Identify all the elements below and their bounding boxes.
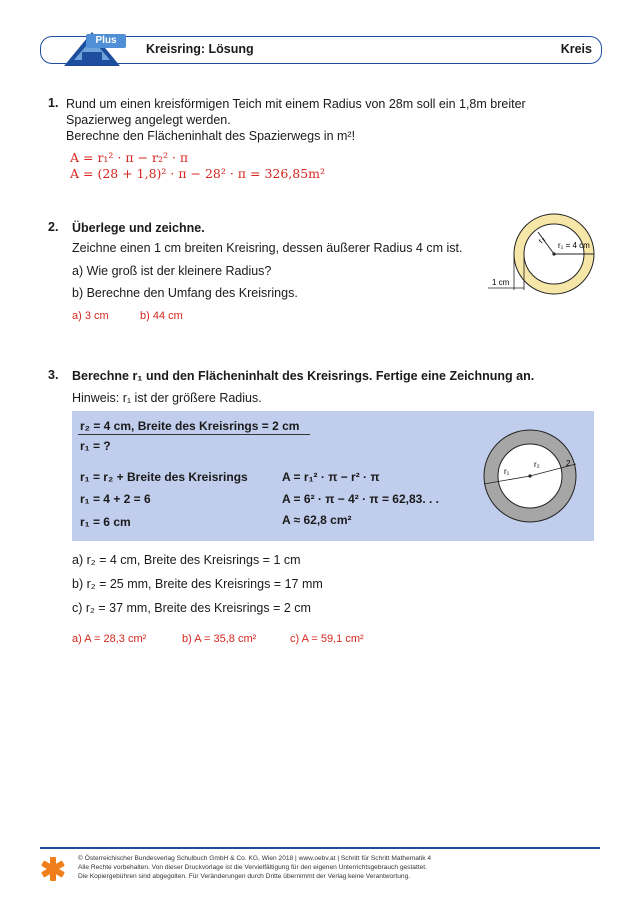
example-given: r₂ = 4 cm, Breite des Kreisrings = 2 cm (80, 419, 300, 433)
figure-label-r2: r₂ (534, 460, 540, 469)
task3-item-a: a) r₂ = 4 cm, Breite des Kreisrings = 1 cm (72, 553, 301, 567)
example-right-3: A ≈ 62,8 cm² (282, 513, 352, 527)
footer-line: © Österreichischer Bundesverlag Schulbuch GmbH & Co. KG, Wien 2018 | www.oebv.at | Schritt für Schritt Mathematik 4 (78, 855, 432, 862)
figure-label-r1: r₁ (504, 467, 510, 476)
task1-solution-1: A = r₁² · π − r₂² · π (70, 150, 189, 165)
task1-text (66, 96, 526, 144)
task2-ring-figure (484, 210, 608, 310)
figure-label-width: 2 (566, 459, 571, 468)
task3-answer-a: a) A = 28,3 cm² (72, 633, 147, 645)
task2-number: 2. (48, 220, 59, 234)
task2-answer-b: b) 44 cm (140, 310, 183, 322)
figure-label-width: 1 cm (492, 278, 510, 287)
example-right-2: A = 6² · π − 4² · π = 62,83. . . (282, 492, 439, 506)
task3-heading: Berechne r₁ und den Flächeninhalt des Kreisrings. Fertige eine Zeichnung an. (72, 369, 535, 383)
task3-number: 3. (48, 368, 59, 382)
task3-hint: Hinweis: r₁ ist der größere Radius. (72, 391, 262, 405)
task3-item-c: c) r₂ = 37 mm, Breite des Kreisrings = 2 cm (72, 601, 311, 615)
example-right-1: A = r₁² · π − r² · π (282, 470, 380, 484)
footer-text (78, 854, 431, 881)
task2-question-b: b) Berechne den Umfang des Kreisrings. (72, 286, 298, 300)
task3-item-b: b) r₂ = 25 mm, Breite des Kreisrings = 17 mm (72, 577, 323, 591)
figure-label-r2: r₂ (536, 234, 547, 245)
task3-answer-c: c) A = 59,1 cm² (290, 633, 364, 645)
publisher-logo-icon (40, 855, 66, 883)
task1-line: Spazierweg angelegt werden. (66, 113, 231, 127)
footer-divider (40, 847, 600, 849)
example-unknown: r₁ = ? (80, 439, 111, 453)
figure-label-r1: r₁ = 4 cm (558, 241, 590, 250)
task1-solution-2: A = (28 + 1,8)² · π − 28² · π = 326,85m² (70, 166, 326, 181)
logo-plus-label: Plus (86, 34, 126, 48)
page-title: Kreisring: Lösung (146, 42, 254, 56)
footer-line: Die Kopiergebühren sind abgegolten. Für Veränderungen durch Dritte übernimmt der Verlag keine Verantwortung. (78, 873, 411, 880)
task3-ring-figure (476, 424, 588, 532)
task2-answer-a: a) 3 cm (72, 310, 109, 322)
task1-line: Berechne den Flächeninhalt des Spazierwegs in m²! (66, 129, 356, 143)
footer-line: Alle Rechte vorbehalten. Von dieser Druckvorlage ist die Vervielfältigung für den eigenen Unterrichtsgebrauch gestattet. (78, 864, 427, 871)
example-left-1: r₁ = r₂ + Breite des Kreisrings (80, 470, 248, 484)
task2-intro: Zeichne einen 1 cm breiten Kreisring, dessen äußerer Radius 4 cm ist. (72, 241, 463, 255)
task3-answer-b: b) A = 35,8 cm² (182, 633, 257, 645)
example-divider (78, 434, 310, 435)
task2-question-a: a) Wie groß ist der kleinere Radius? (72, 264, 272, 278)
example-left-3: r₁ = 6 cm (80, 515, 131, 529)
task1-line: Rund um einen kreisförmigen Teich mit einem Radius von 28m soll ein 1,8m breiter (66, 97, 526, 111)
topic-label: Kreis (560, 42, 592, 56)
task1-number: 1. (48, 96, 59, 110)
task2-heading: Überlege und zeichne. (72, 221, 205, 235)
example-left-2: r₁ = 4 + 2 = 6 (80, 492, 151, 506)
